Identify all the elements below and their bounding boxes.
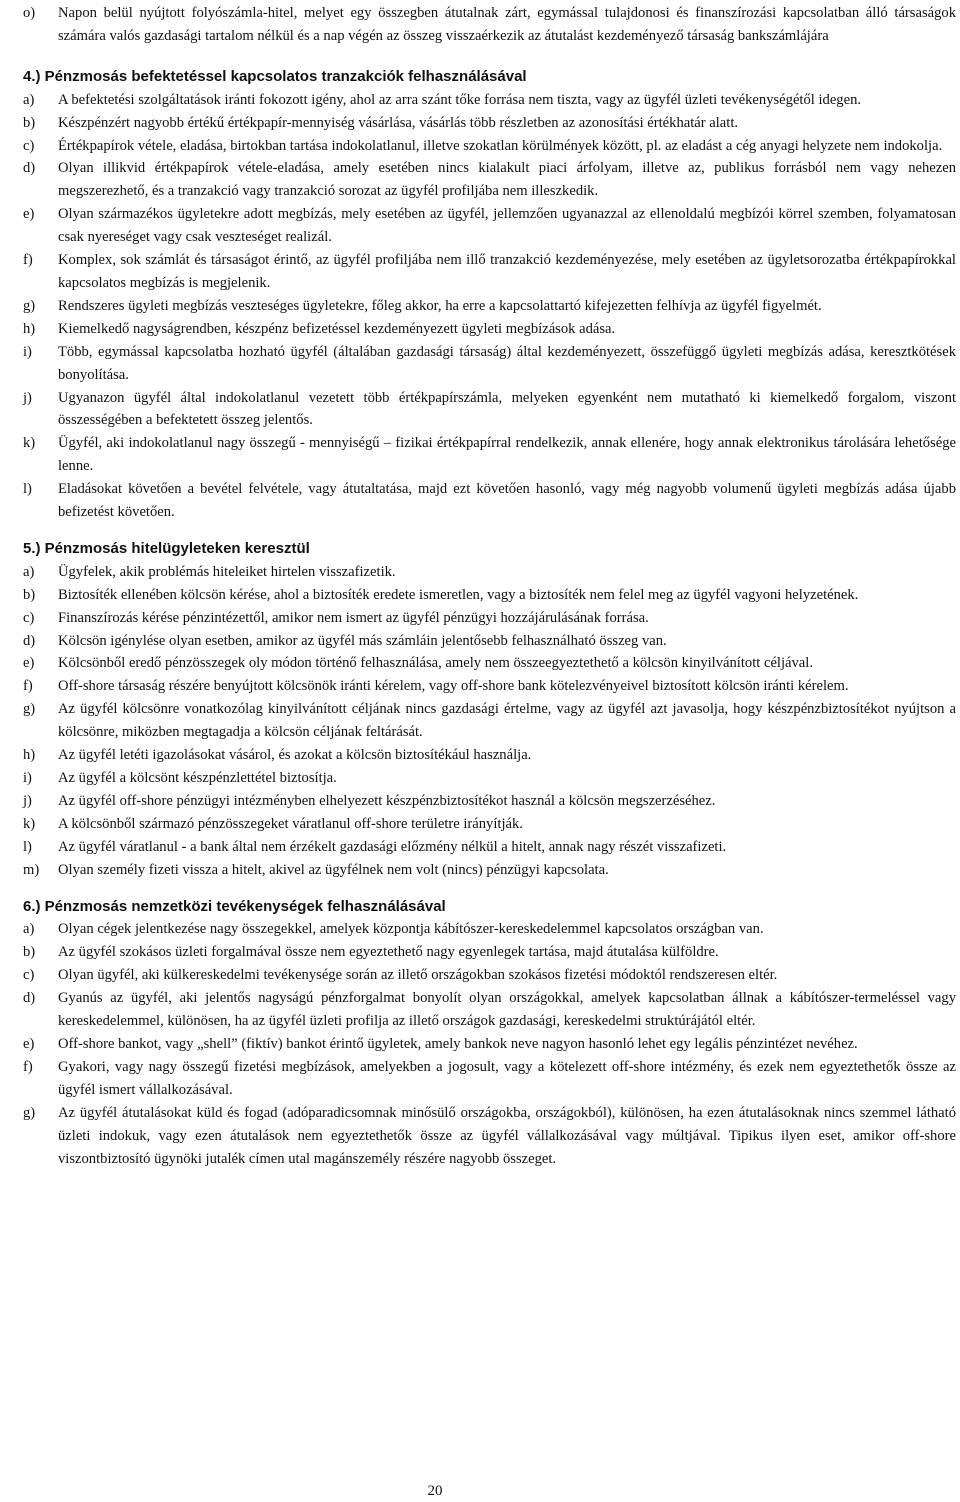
list-item-text: Ugyanazon ügyfél által indokolatlanul vezetett több értékpapírszámla, melyeken egyenként nem mutatható ki kiemelkedő forgalom, viszont összességében a befektetett összeg jelentős. [58, 389, 956, 429]
list-marker: d) [23, 632, 36, 649]
list-item-text: Az ügyfél off-shore pénzügyi intézményben elhelyezett készpénzbiztosítékot használ a kölcsön megszerzéséhez. [58, 792, 716, 809]
list-item-text: Az ügyfél szokásos üzleti forgalmával össze nem egyeztethető nagy egyenlegek tartása, majd átutalása külföldre. [58, 944, 719, 961]
list-item-text: Kölcsönből eredő pénzösszegek oly módon történő felhasználása, amely nem összeegyeztethető a kölcsön kinyilvánított céljával. [58, 655, 813, 672]
list-item-text: Az ügyfél kölcsönre vonatkozólag kinyilvánított céljának nincs gazdasági értelme, vagy az ügyfél azt javasolja, hogy készpénzbiztosítékot nyújtson a kölcsönre, miközben megtagadja a kölcsön céljának feltárását. [58, 701, 956, 741]
list-item [23, 1033, 956, 1056]
list-item [23, 203, 956, 249]
list-marker: a) [23, 91, 35, 108]
list-marker: d) [23, 160, 36, 177]
list-item [23, 607, 956, 630]
list-marker: k) [23, 815, 36, 832]
list-marker: f) [23, 1058, 33, 1075]
list-marker: c) [23, 609, 35, 626]
list-marker: i) [23, 770, 32, 786]
section-heading: 4.) Pénzmosás befektetéssel kapcsolatos tranzakciók felhasználásával [23, 67, 527, 85]
list-item-text: Rendszeres ügyleti megbízás veszteséges ügyletekre, főleg akkor, ha erre a kapcsolattartó kifejezetten felhívja az ügyfél figyelmét. [58, 297, 822, 314]
list-item-text: Az ügyfél átutalásokat küld és fogad (adóparadicsomnak minősülő országokba, országokból), különösen, ha ezen átutalásoknak nincs szemmel látható üzleti indokuk, vagy ezen átutalások nem egyeztethetők össze az ügyfél vállalkozásával vagy múltjával. Tipikus ilyen eset, amikor off-shore viszontbiztosító ügynöki jutalék címen utal magánszemély részére nagyobb összeget. [58, 1104, 956, 1167]
list-item-text: Az ügyfél letéti igazolásokat vásárol, és azokat a kölcsön biztosítékául használja. [58, 747, 532, 764]
list-item [23, 941, 956, 964]
list-item-text: Olyan cégek jelentkezése nagy összegekkel, amelyek központja kábítószer-kereskedelemmel kapcsolatos országban van. [58, 921, 764, 938]
list-item [23, 1056, 956, 1102]
list-marker: g) [23, 701, 36, 718]
list-marker: j) [23, 389, 32, 406]
list-item [23, 561, 956, 584]
list-item-text: Komplex, sok számlát és társaságot érintő, az ügyfél profiljába nem illő tranzakció kezdeményezése, mely esetében az ügyletsorozatba értékpapírokkal kapcsolatos megbízás is megjelenik. [58, 252, 956, 291]
list-item-text: Értékpapírok vétele, eladása, birtokban tartása indokolatlanul, illetve szokatlan körülmények között, pl. az eladást a cég anyagi helyzete nem indokolja. [58, 137, 943, 154]
list-item-text: Gyakori, vagy nagy összegű fizetési megbízások, amelyekben a jogosult, vagy a kötelezett off-shore intézmény, és ezek nem egyeztethetők össze az ügyfél ismert vállalkozásával. [58, 1058, 956, 1098]
list-item-text: Az ügyfél a kölcsönt készpénzlettétel biztosítja. [58, 770, 337, 786]
list-item [23, 813, 956, 836]
section-4 [23, 66, 956, 524]
list-marker: b) [23, 586, 36, 603]
list-item-text: Olyan illikvid értékpapírok vétele-eladása, amely esetében nincs kialakult piaci árfolyam, illetve az, publikus forrásból nem vagy nehezen megszerezhető, és a tranzakció vagy tranzakció sorozat az ügyfél profiljába nem illeszkedik. [58, 160, 956, 200]
list-marker: l) [23, 481, 32, 498]
list-item [23, 341, 956, 387]
list-marker: g) [23, 1104, 36, 1121]
list-marker: e) [23, 206, 35, 223]
list-marker: o) [23, 5, 36, 21]
list-item-text: A befektetési szolgáltatások iránti fokozott igény, ahol az arra szánt tőke forrása nem tiszta, vagy az ügyfél üzleti tevékenységétől idegen. [58, 91, 862, 108]
list-item [23, 790, 956, 813]
section-heading: 5.) Pénzmosás hitelügyleteken keresztül [23, 539, 310, 557]
list-marker: a) [23, 921, 35, 938]
list-item [23, 744, 956, 767]
list-item [23, 1102, 956, 1171]
list-item [23, 432, 956, 478]
list-marker: c) [23, 967, 35, 984]
list-marker: g) [23, 297, 36, 314]
list-marker: a) [23, 563, 35, 580]
list-marker: i) [23, 343, 32, 360]
section-6 [23, 896, 956, 1171]
list-item [23, 964, 956, 987]
list-item-text: Több, egymással kapcsolatba hozható ügyfél (általában gazdasági társaság) által kezdeményezett, összefüggő ügyleti megbízás adása, keresztkötések bonyolítása. [58, 343, 956, 383]
list-marker: e) [23, 655, 35, 672]
list-item-text: A kölcsönből származó pénzösszegeket váratlanul off-shore területre irányítják. [58, 815, 523, 832]
list-item [23, 478, 956, 524]
list-marker: h) [23, 320, 36, 337]
section-5 [23, 538, 956, 882]
list-item [23, 767, 956, 790]
list-item-text: Gyanús az ügyfél, aki jelentős nagyságú pénzforgalmat bonyolít olyan országokkal, amelyek kapcsolatban állnak a kábítószer-termeléssel vagy kereskedelemmel, különösen, ha az ügyfél üzleti profilja az illető országok gazdasági, kereskedelmi struktúrájától eltér. [58, 990, 956, 1030]
list-marker: d) [23, 990, 36, 1007]
list-item-text: Eladásokat követően a bevétel felvétele, vagy átutaltatása, majd ezt követően hasonló, vagy még nagyobb volumenű ügyleti megbízás adása újabb befizetést követően. [58, 481, 956, 521]
list-marker: l) [23, 838, 32, 855]
list-marker: e) [23, 1035, 35, 1052]
list-item-text: Olyan személy fizeti vissza a hitelt, akivel az ügyfélnek nem volt (nincs) pénzügyi kapcsolata. [58, 861, 609, 878]
page-number: 20 [427, 1483, 443, 1499]
list-item [23, 652, 956, 675]
list-item [23, 836, 956, 859]
list-item [23, 987, 956, 1033]
list-item-text: Ügyfelek, akik problémás hiteleiket hirtelen visszafizetik. [58, 563, 396, 580]
list-item-text: Készpénzért nagyobb értékű értékpapír-mennyiség vásárlása, vásárlás több részletben az azonosítási értékhatár alatt. [58, 114, 739, 131]
list-item [23, 630, 956, 653]
list-item-text: Kölcsön igénylése olyan esetben, amikor az ügyfél más számláin jelentősebb felhasználható összeg van. [58, 632, 667, 649]
list-item [23, 918, 956, 941]
list-item-text: Ügyfél, aki indokolatlanul nagy összegű - mennyiségű – fizikai értékpapírral rendelkezik, annak ellenére, hogy annak elektronikus tárolására lehetősége lenne. [58, 435, 956, 475]
list-item-text: Napon belül nyújtott folyószámla-hitel, melyet egy összegben átutalnak zárt, egymással tulajdonosi és finanszírozási kapcsolatban álló társaságok számára valós gazdasági tartalom nélkül és a nap végén az összeg visszaérkezik az átutalást kezdeményező társaság bankszámlájára [58, 5, 956, 44]
list-item-text: Olyan származékos ügyletekre adott megbízás, mely esetében az ügyfél, jellemzően ugyanazzal az ellenoldalú megbízói körrel szemben, folyamatosan csak nyereséget vagy csak veszteséget realizál. [58, 206, 956, 246]
list-item [23, 318, 956, 341]
list-item [23, 584, 956, 607]
section-heading: 6.) Pénzmosás nemzetközi tevékenységek felhasználásával [23, 897, 446, 915]
list-item-text: Biztosíték ellenében kölcsön kérése, ahol a biztosíték eredete ismeretlen, vagy a biztosíték nem felel meg az ügyfél vagyoni helyzetének. [58, 586, 859, 603]
list-item [23, 157, 956, 203]
list-item [23, 675, 956, 698]
list-marker: f) [23, 252, 33, 269]
list-item [23, 859, 956, 882]
list-item-text: Olyan ügyfél, aki külkereskedelmi tevékenysége során az illető országokban szokásos fizetési módoktól rendszeresen eltér. [58, 967, 778, 984]
list-marker: k) [23, 435, 36, 452]
list-marker: f) [23, 678, 33, 695]
list-item-text: Off-shore bankot, vagy „shell” (fiktív) bankot érintő ügyletek, amely bankok neve nagyon hasonló lehet egy legális pénzintézet nevéhez. [58, 1035, 858, 1052]
list-item-text: Off-shore társaság részére benyújtott kölcsönök iránti kérelem, vagy off-shore bank kötelezvényeivel biztosított kölcsön iránti kérelem. [58, 678, 849, 695]
list-marker: b) [23, 944, 36, 961]
list-item [23, 387, 956, 433]
list-marker: m) [23, 861, 40, 878]
list-marker: h) [23, 747, 36, 764]
list-item [23, 295, 956, 318]
list-item-text: Az ügyfél váratlanul - a bank által nem érzékelt gazdasági előzmény nélkül a hitelt, annak nagy részét visszafizeti. [58, 838, 727, 855]
list-marker: c) [23, 137, 35, 154]
list-item [23, 89, 956, 112]
list-item [23, 112, 956, 135]
list-item-text: Finanszírozás kérése pénzintézettől, amikor nem ismert az ügyfél pénzügyi hozzájárulásának forrása. [58, 609, 649, 626]
list-marker: j) [23, 792, 32, 809]
lead-list-item [23, 2, 956, 48]
list-item-text: Kiemelkedő nagyságrendben, készpénz befizetéssel kezdeményezett ügyleti megbízások adása. [58, 320, 616, 337]
list-marker: b) [23, 114, 36, 131]
list-item [23, 698, 956, 744]
list-item [23, 135, 956, 158]
list-item [23, 249, 956, 295]
sections-container [23, 66, 956, 1171]
